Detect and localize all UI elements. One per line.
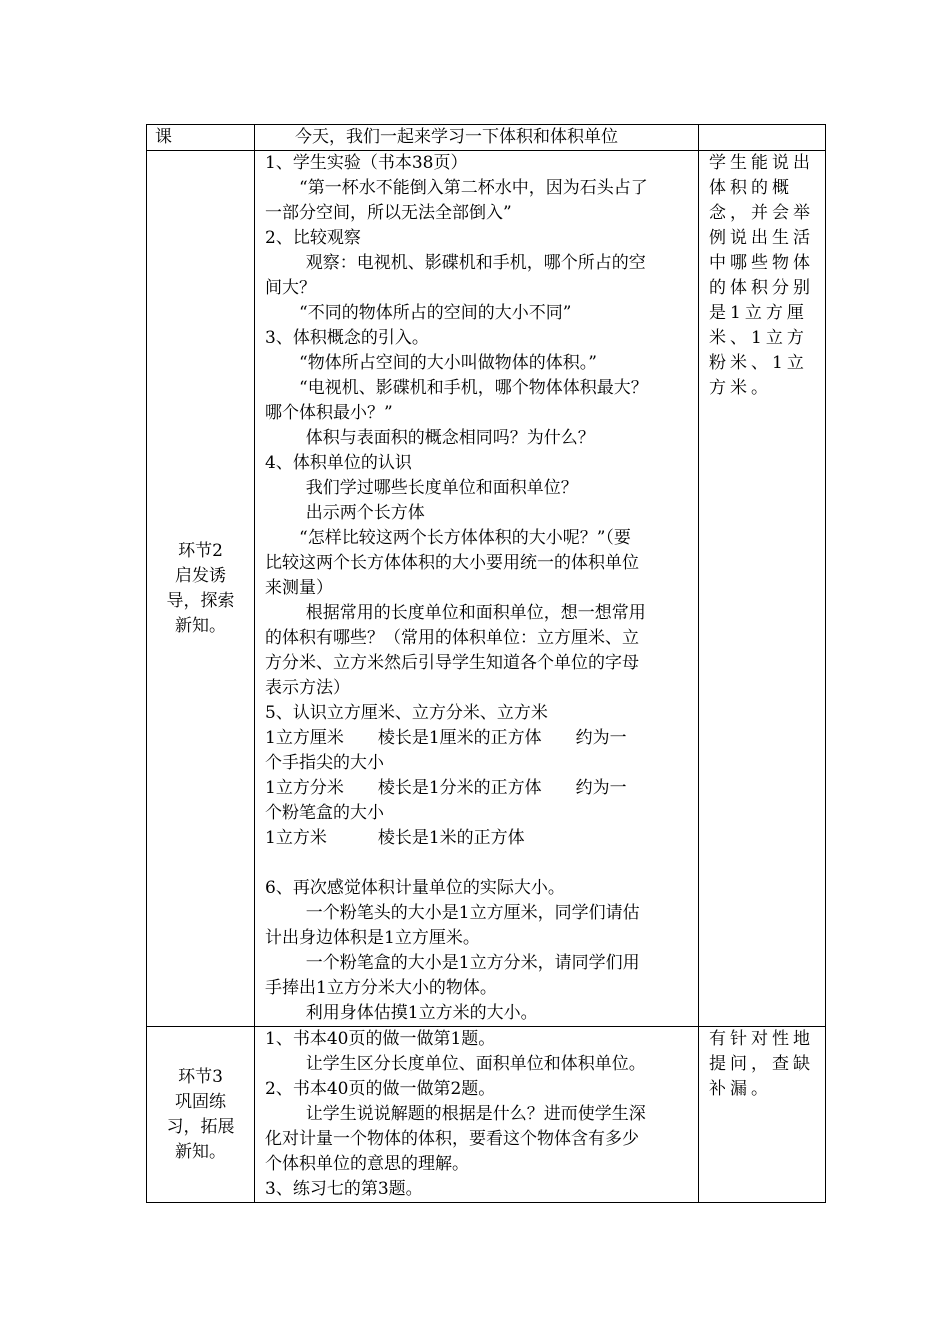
stage-cell-intro [147,125,255,151]
goal-line: 米、1立方 [709,328,808,348]
content-line: 1立方米 棱长是1米的正方体 [265,828,525,848]
stage-label-intro: 课 [155,127,172,147]
content-line: “不同的物体所占的空间的大小不同” [299,303,572,323]
content-line: 方分米、立方米然后引导学生知道各个单位的字母 [265,653,639,673]
content-line: 3、体积概念的引入。 [265,328,429,348]
goal-cell-intro [699,125,826,151]
goal-line: 提问，查缺 [709,1054,814,1074]
content-line: “物体所占空间的大小叫做物体的体积。” [299,353,597,373]
content-line: 根据常用的长度单位和面积单位，想一想常用 [305,603,646,623]
content-line: 的体积有哪些？（常用的体积单位：立方厘米、立 [265,628,639,648]
stage-cell-3 [147,1027,255,1203]
content-line: 我们学过哪些长度单位和面积单位？ [305,478,578,498]
content-line: 1立方厘米 棱长是1厘米的正方体 约为一 [265,728,627,748]
content-line: 手捧出1立方分米大小的物体。 [265,978,497,998]
content-line: “怎样比较这两个长方体体积的大小呢？”（要 [299,528,631,548]
content-line: 6、再次感觉体积计量单位的实际大小。 [265,878,565,898]
goal-line: 念，并会举 [709,203,814,223]
content-line: 哪个体积最小？” [265,403,393,423]
goal-line: 中哪些物体 [709,253,814,273]
content-line: 个粉笔盒的大小 [265,803,384,823]
content-line: 个手指尖的大小 [265,753,384,773]
goal-line: 学生能说出 [709,153,814,173]
content-line: 化对计量一个物体的体积，要看这个物体含有多少 [265,1129,639,1149]
content-line: 一个粉笔头的大小是1立方厘米，同学们请估 [305,903,640,923]
stage-cell-2 [147,151,255,1027]
lesson-plan-table [146,124,826,1203]
content-line: 来测量） [265,578,333,598]
goal-line: 的体积分别 [709,278,814,298]
content-line: 表示方法） [265,678,350,698]
content-line: 一部分空间，所以无法全部倒入” [265,203,512,223]
goal-line: 有针对性地 [709,1029,814,1049]
content-line: 1、书本40页的做一做第1题。 [265,1029,496,1049]
content-line: 计出身边体积是1立方厘米。 [265,928,480,948]
content-line: 观察：电视机、影碟机和手机，哪个所占的空 [305,253,646,273]
content-line: 一个粉笔盒的大小是1立方分米，请同学们用 [305,953,640,973]
content-line: “第一杯水不能倒入第二杯水中，因为石头占了 [299,178,648,198]
content-line: 让学生区分长度单位、面积单位和体积单位。 [305,1054,646,1074]
table-row-stage-3 [147,1027,826,1203]
table-row-stage-2 [147,151,826,1027]
content-cell-intro [255,125,699,151]
content-line [265,851,690,876]
goal-line: 是1立方厘 [709,303,808,323]
goal-line: 方米。 [709,378,772,398]
content-line: “电视机、影碟机和手机，哪个物体体积最大？ [299,378,648,398]
goal-line: 体积的概 [709,178,793,198]
content-line: 让学生说说解题的根据是什么？进而使学生深 [305,1104,646,1124]
goal-line: 例说出生活 [709,228,814,248]
content-line: 体积与表面积的概念相同吗？为什么？ [305,428,595,448]
stage-label-3: 环节3 巩固练 习，拓展 新知。 [166,1066,235,1162]
content-line: 利用身体估摸1立方米的大小。 [305,1003,538,1023]
goal-cell-3 [699,1027,826,1203]
goal-line: 粉米、1立 [709,353,808,373]
content-line: 个体积单位的意思的理解。 [265,1154,469,1174]
content-line: 1立方分米 棱长是1分米的正方体 约为一 [265,778,627,798]
content-line: 间大？ [265,278,316,298]
content-cell-2 [255,151,699,1027]
content-cell-3 [255,1027,699,1203]
content-line: 比较这两个长方体体积的大小要用统一的体积单位 [265,553,639,573]
content-line: 出示两个长方体 [305,503,425,523]
content-line: 3、练习七的第3题。 [265,1179,423,1199]
table-row-intro [147,125,826,151]
content-line: 5、认识立方厘米、立方分米、立方米 [265,703,548,723]
content-line: 2、比较观察 [265,228,361,248]
content-line: 今天，我们一起来学习一下体积和体积单位 [295,127,618,147]
content-line: 2、书本40页的做一做第2题。 [265,1079,496,1099]
content-line: 4、体积单位的认识 [265,453,412,473]
goal-cell-2 [699,151,826,1027]
content-line: 1、学生实验（书本38页） [265,153,468,173]
goal-line: 补漏。 [709,1079,772,1099]
stage-label-2: 环节2 启发诱 导，探索 新知。 [166,540,235,636]
